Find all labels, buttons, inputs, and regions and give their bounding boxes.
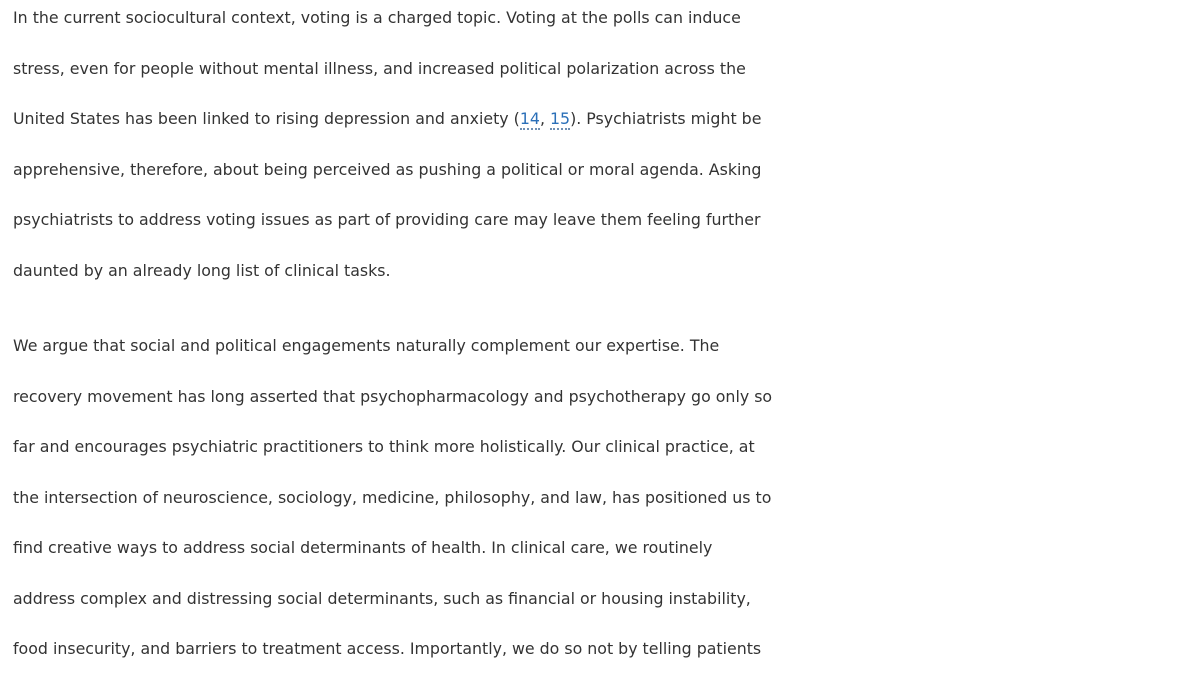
text-line: the intersection of neuroscience, sociology, medicine, philosophy, and law, has positioned us to [13,487,772,507]
paragraph-voting-context [13,0,1198,296]
text-line: We argue that social and political engagements naturally complement our expertise. The [13,336,720,355]
citation-lead-text: United States has been linked to rising depression and anxiety ( [13,109,520,128]
citation-link-15[interactable]: 15 [549,109,571,128]
paragraph-social-engagement [13,321,1198,675]
text-line: daunted by an already long list of clinical tasks. [13,260,391,280]
text-line: stress, even for people without mental illness, and increased political polarization across the [13,58,746,78]
text-line-with-citations [13,94,1198,145]
text-line: apprehensive, therefore, about being perceived as pushing a political or moral agenda. Asking [13,159,762,179]
text-line: food insecurity, and barriers to treatment access. Importantly, we do so not by telling patients [13,639,762,658]
text-line: psychiatrists to address voting issues as part of providing care may leave them feeling further [13,210,761,229]
text-line: recovery movement has long asserted that psychopharmacology and psychotherapy go only so [13,386,773,406]
text-line: far and encourages psychiatric practitioners to think more holistically. Our clinical practice, at [13,437,755,456]
text-line: In the current sociocultural context, voting is a charged topic. Voting at the polls can induce [13,8,741,27]
citation-link-14[interactable]: 14 [519,109,540,128]
text-line: find creative ways to address social determinants of health. In clinical care, we routinely [13,538,713,557]
text-line: address complex and distressing social determinants, such as financial or housing instability, [13,588,751,608]
citation-separator: , [539,109,550,128]
citation-trail-text: ). Psychiatrists might be [570,109,762,128]
